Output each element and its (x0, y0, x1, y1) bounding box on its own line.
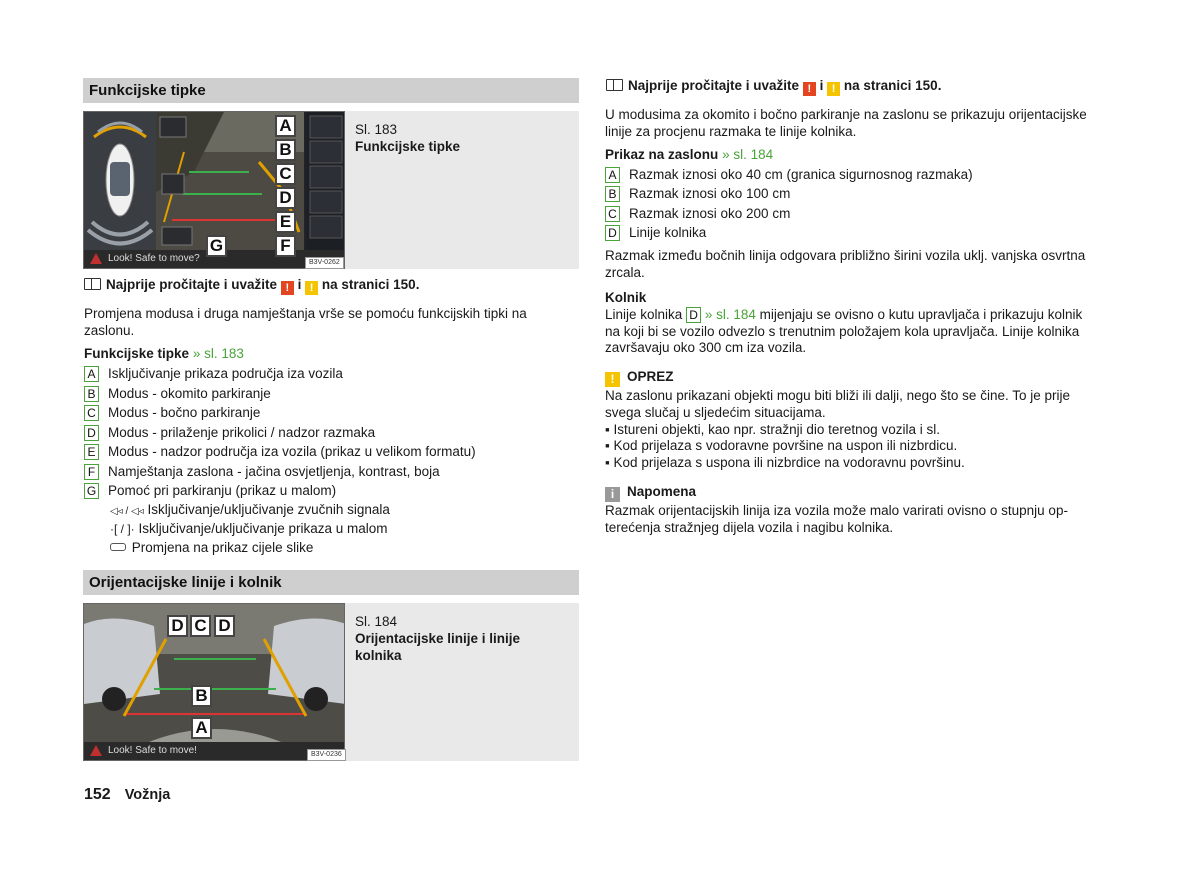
key-label: A (605, 167, 620, 183)
lead-text: Najprije pročitajte i uvažite (106, 277, 278, 292)
sub-item-text: Promjena na prikaz cijele slike (131, 540, 314, 555)
key-label: C (605, 206, 620, 222)
key-description: Razmak iznosi oko 40 cm (granica sigurnosnog razmaka) (629, 166, 973, 182)
list-heading-left (84, 346, 244, 363)
fig184-key-b: B (191, 685, 212, 707)
side-lines-paragraph: Razmak između bočnih linija odgovara približno širini vozila uklj. vanjska osvrtna zrcala. (605, 248, 1086, 280)
figure-ref-link[interactable]: » sl. 183 (192, 346, 244, 361)
fig183-key-g: G (206, 235, 227, 257)
note-heading (605, 484, 696, 502)
figure-184-box (83, 603, 579, 761)
kolnik-heading: Kolnik (605, 290, 647, 305)
fig183-key-a: A (275, 115, 296, 137)
key-list-item (605, 206, 790, 223)
key-list-item (84, 425, 375, 442)
caution-bullet-text: Kod prijelaza s vodoravne površine na uspon ili nizbrdicu. (613, 438, 958, 453)
figure-183-box (83, 111, 579, 269)
sub-item-full-view (110, 540, 313, 557)
fig183-key-e: E (275, 211, 296, 233)
caution-heading (605, 369, 674, 387)
figure-ref-link[interactable]: » sl. 184 (722, 147, 774, 162)
key-description: Modus - bočno parkiranje (108, 405, 261, 420)
key-list-item (84, 366, 343, 383)
key-label: D (605, 225, 620, 241)
page-footer (84, 787, 170, 804)
figure-number: Sl. 183 (355, 122, 398, 137)
page-number: 152 (84, 786, 111, 803)
figure-title: Funkcijske tipke (355, 139, 461, 154)
section-title-function-keys: Funkcijske tipke (83, 78, 579, 103)
warning-icon: ! (803, 82, 816, 96)
figure-code: B3V-0262 (305, 257, 344, 269)
caution-bullet: ▪ Istureni objekti, kao npr. stražnji dio teretnog vozila i sl. (605, 422, 940, 437)
read-first-note-right (606, 78, 941, 96)
key-label: A (84, 366, 99, 382)
key-description: Isključivanje prikaza područja iza vozila (108, 366, 343, 381)
key-description: Razmak iznosi oko 200 cm (629, 205, 791, 221)
key-description: Modus - nadzor područja iza vozila (prikaz u velikom formatu) (108, 444, 476, 459)
figure-title: Orijentacijske linije i linije kolnika (355, 631, 521, 663)
fig183-key-f: F (275, 235, 296, 257)
book-icon (606, 79, 623, 91)
kolnik-paragraph (605, 307, 1097, 357)
intro-paragraph-left: Promjena modusa i druga namještanja vrše se pomoću funkcijskih tipki na zaslonu. (84, 306, 527, 338)
fig184-key-d-left: D (167, 615, 188, 637)
caution-bullet: ▪ Kod prijelaza s vodoravne površine na uspon ili nizbrdicu. (605, 438, 958, 453)
caution-bullet-text: Kod prijelaza s uspona ili nizbrdice na vodoravnu površinu. (613, 455, 965, 470)
lead-text: Najprije pročitajte i uvažite (628, 78, 800, 93)
section-title-guide-lines: Orijentacijske linije i kolnik (83, 570, 579, 595)
note-heading-text: Napomena (627, 484, 697, 499)
key-description: Modus - okomito parkiranje (108, 385, 271, 401)
list-heading-text: Funkcijske tipke (84, 346, 190, 361)
read-first-note-left (84, 277, 419, 295)
fig183-key-d: D (275, 187, 296, 209)
lead-and: i (297, 277, 302, 292)
key-label: F (84, 464, 99, 480)
figure-184-caption (355, 613, 555, 664)
sub-item-text: Isključivanje/uključivanje zvučnih signala (147, 502, 390, 517)
key-description: Pomoć pri parkiranju (prikaz u malom) (108, 483, 337, 498)
screen-warning-text: Look! Safe to move! (108, 745, 197, 756)
key-list-item (84, 483, 336, 500)
key-list-item (84, 464, 440, 481)
page-section: Vožnja (124, 787, 171, 803)
key-description: Namještanja zaslona - jačina osvjetljenja, kontrast, boja (108, 463, 440, 479)
caution-icon: ! (305, 281, 318, 295)
car-full-view-icon (110, 543, 126, 551)
key-description: Modus - prilaženje prikolici / nadzor razmaka (108, 424, 376, 440)
key-list-item (605, 225, 706, 242)
fig183-key-c: C (275, 163, 296, 185)
small-view-icon: ·[ / ]· (110, 522, 135, 536)
fig184-key-d-right: D (214, 615, 235, 637)
sub-item-sound (110, 502, 390, 521)
figure-number: Sl. 184 (355, 614, 398, 629)
key-label: D (686, 307, 701, 323)
info-icon: i (605, 487, 620, 502)
fig184-key-a: A (191, 717, 212, 739)
figure-183-caption (355, 121, 570, 155)
screen-warning-text: Look! Safe to move? (108, 253, 200, 264)
key-label: D (84, 425, 99, 441)
figure-code: B3V-0236 (307, 749, 346, 761)
figure-ref-link[interactable]: » sl. 184 (704, 307, 756, 322)
list-heading-right (605, 147, 773, 164)
key-label: B (605, 186, 620, 202)
kolnik-text-b: mijenjaju se ovisno o kutu upravljača i prikazuju kolnik na koji bi se vozilo odvezlo s trenutnim položajem kola upravljača. Linije kolnika završavaju oko 300 cm iza vozila. (605, 307, 1083, 355)
key-label: G (84, 483, 99, 499)
key-list-item (84, 405, 260, 422)
key-label: E (84, 444, 99, 460)
key-list-item (84, 386, 271, 403)
lead-and: i (819, 78, 824, 93)
key-list-item (84, 444, 476, 461)
key-label: C (84, 405, 99, 421)
warning-icon: ! (281, 281, 294, 295)
lead-page-ref: na stranici 150. (321, 277, 420, 292)
caution-bullet-text: Istureni objekti, kao npr. stražnji dio teretnog vozila i sl. (613, 422, 940, 437)
lead-page-ref: na stranici 150. (843, 78, 942, 93)
caution-paragraph: Na zaslonu prikazani objekti mogu biti bliži ili dalji, nego što se čine. To je prije svega slučaj u sljedećim situacijama. (605, 388, 1070, 420)
speaker-icon: ◁◃ / ◁◃ (110, 506, 144, 517)
caution-heading-text: OPREZ (627, 369, 674, 384)
key-label: B (84, 386, 99, 402)
list-heading-text: Prikaz na zaslonu (605, 147, 719, 162)
key-description: Razmak iznosi oko 100 cm (629, 186, 791, 201)
fig183-key-b: B (275, 139, 296, 161)
note-paragraph: Razmak orijentacijskih linija iza vozila može malo varirati ovisno o stupnju opterećenja stražnjeg dijela vozila i nagibu kolnika. (605, 503, 1068, 535)
book-icon (84, 278, 101, 290)
caution-bullet: ▪ Kod prijelaza s uspona ili nizbrdice na vodoravnu površinu. (605, 455, 965, 470)
sub-item-text: Isključivanje/uključivanje prikaza u malom (138, 521, 388, 536)
intro-paragraph-right: U modusima za okomito i bočno parkiranje na zaslonu se prikazuju orijentacijske linije za procjenu razmaka te linije kolnika. (605, 107, 1087, 139)
kolnik-text-a: Linije kolnika (605, 307, 683, 322)
sub-item-small-view (110, 521, 388, 538)
key-list-item (605, 186, 790, 203)
caution-icon: ! (605, 372, 620, 387)
fig184-key-c: C (190, 615, 211, 637)
screen-warning-bar (84, 742, 344, 760)
caution-icon: ! (827, 82, 840, 96)
key-list-item (605, 167, 973, 184)
key-description: Linije kolnika (629, 225, 707, 240)
